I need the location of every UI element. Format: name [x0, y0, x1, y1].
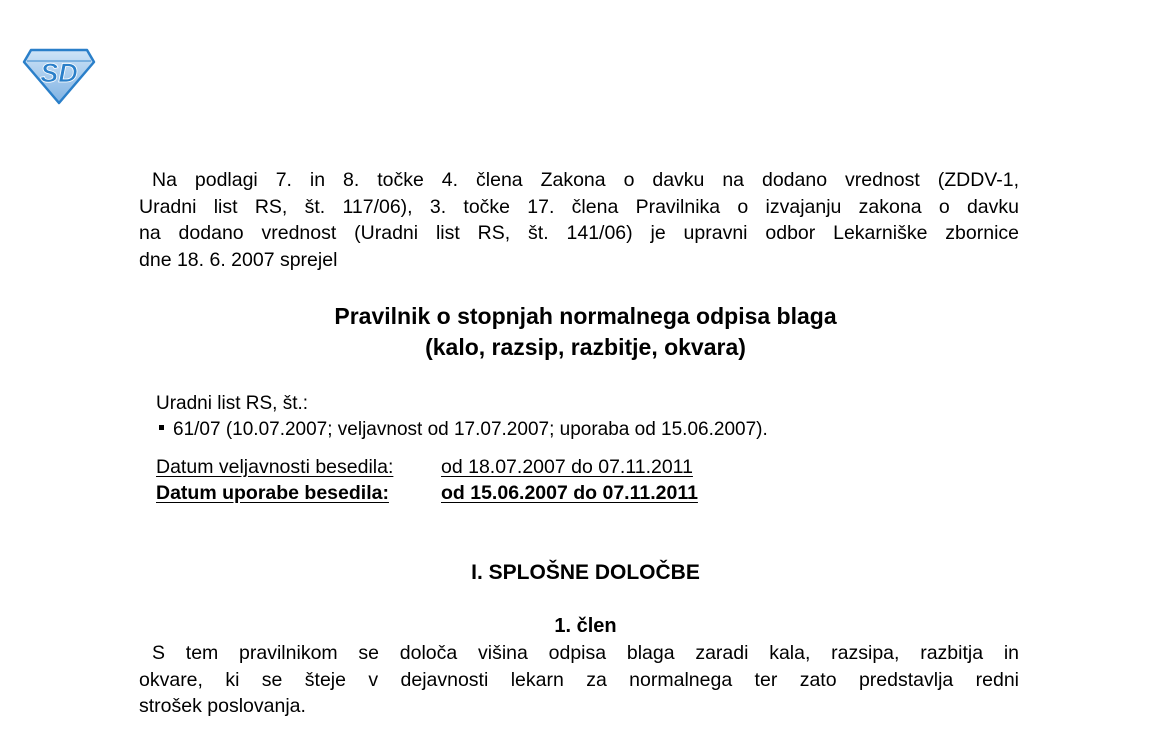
- article-line: S tem pravilnikom se določa višina odpisa blaga zaradi kala, razsipa, razbitja in: [152, 642, 1019, 664]
- square-bullet-icon: [159, 425, 164, 430]
- dates-block: [156, 454, 698, 506]
- validity-value: od 18.07.2007 do 07.11.2011: [441, 456, 693, 478]
- intro-line: Uradni list RS, št. 117/06), 3. točke 17. člena Pravilnika o izvajanju zakona o davku: [139, 195, 1019, 218]
- article-line: strošek poslovanja.: [139, 695, 306, 717]
- sd-logo-icon: [22, 47, 96, 105]
- application-label: Datum uporabe besedila:: [156, 482, 389, 504]
- document-title: [139, 301, 1032, 363]
- intro-line: na dodano vrednost (Uradni list RS, št. 141/06) je upravni odbor Lekarniške zbornice: [139, 222, 1019, 244]
- intro-line: dne 18. 6. 2007 sprejel: [139, 248, 338, 271]
- article-paragraph: [139, 640, 1019, 720]
- application-value: od 15.06.2007 do 07.11.2011: [441, 482, 698, 504]
- title-line-1: Pravilnik o stopnjah normalnega odpisa blaga: [334, 303, 837, 329]
- section-heading: I. SPLOŠNE DOLOČBE: [471, 561, 700, 584]
- title-line-2: (kalo, razsip, razbitje, okvara): [425, 334, 746, 360]
- logo-text: SD: [40, 58, 78, 88]
- application-row: [156, 480, 698, 506]
- validity-label: Datum veljavnosti besedila:: [156, 456, 394, 478]
- intro-line: Na podlagi 7. in 8. točke 4. člena Zakona o davku na dodano vrednost (ZDDV-1,: [152, 169, 1019, 191]
- validity-row: [156, 454, 698, 480]
- article-line: okvare, ki se šteje v dejavnosti lekarn za normalnega ter zato predstavlja redni: [139, 668, 1019, 691]
- gazette-label: Uradni list RS, št.:: [156, 393, 309, 414]
- gazette-entry-text: 61/07 (10.07.2007; veljavnost od 17.07.2007; uporaba od 15.06.2007).: [173, 419, 768, 440]
- intro-paragraph: [139, 167, 1019, 273]
- gazette-entry: [156, 417, 768, 443]
- gazette-reference: [156, 391, 768, 443]
- article-number: 1. člen: [554, 615, 617, 637]
